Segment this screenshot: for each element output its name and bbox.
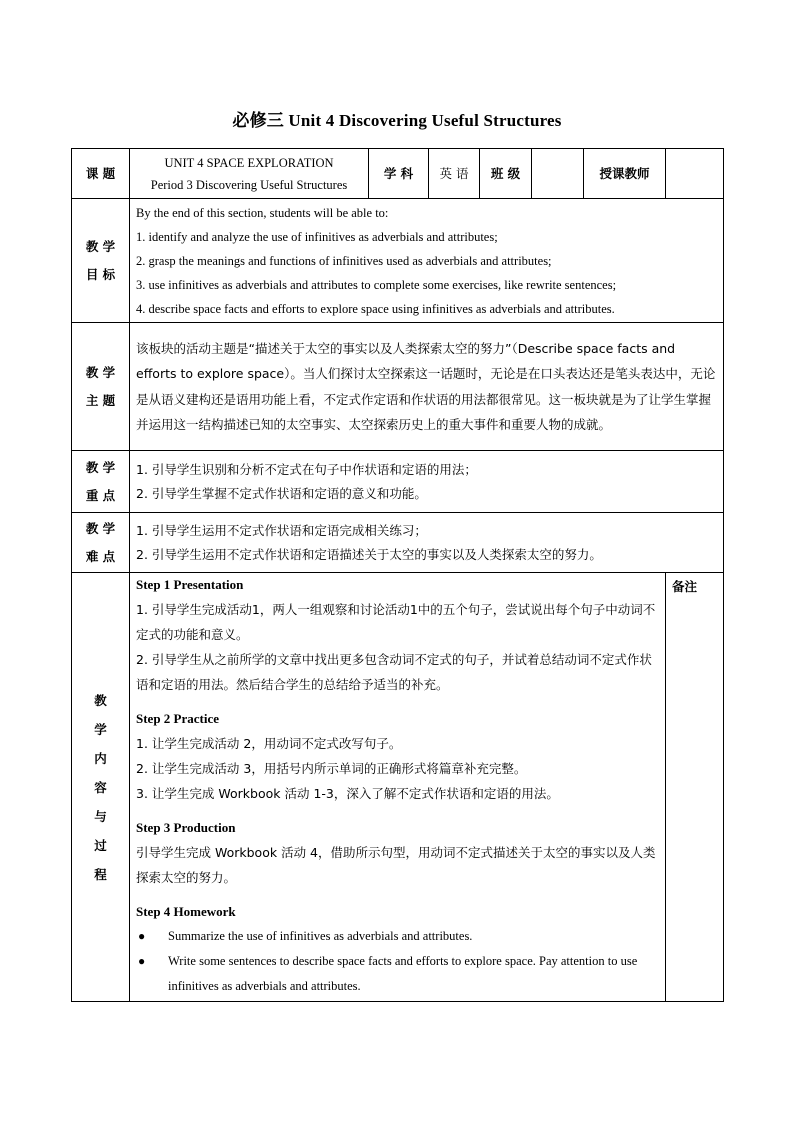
objectives-label-line-2: 目 标 [85, 266, 116, 282]
difficulties-label [72, 513, 130, 573]
theme-label-line-1: 教 学 [85, 364, 116, 380]
header-row [72, 149, 724, 199]
objectives-row [72, 199, 724, 323]
difficulties-label-line-2: 难 点 [85, 548, 116, 564]
theme-row [72, 323, 724, 451]
bullet-icon: ● [138, 929, 146, 943]
homework-item [136, 949, 659, 999]
key-points-content [130, 451, 724, 513]
process-row [72, 573, 724, 1002]
objectives-label-line-1: 教 学 [85, 238, 116, 254]
step-1-title: Step 1 Presentation [136, 577, 244, 592]
key-points-label [72, 451, 130, 513]
process-label-char: 程 [94, 866, 107, 882]
theme-label-line-2: 主 题 [85, 392, 116, 408]
key-point-item: 1. 引导学生识别和分析不定式在句子中作状语和定语的用法； [136, 461, 477, 477]
step-1-item: 2. 引导学生从之前所学的文章中找出更多包含动词不定式的句子，并试着总结动词不定式作状语和定语的用法。然后结合学生的总结给予适当的补充。 [136, 652, 652, 692]
process-label-char: 与 [94, 808, 107, 824]
step-3-title: Step 3 Production [136, 820, 236, 835]
process-label [72, 573, 130, 1002]
step-2-item: 3. 让学生完成 Workbook 活动 1-3，深入了解不定式作状语和定语的用法。 [136, 786, 559, 801]
difficulties-row [72, 513, 724, 573]
lesson-plan-table [71, 148, 724, 1002]
objective-item: 3. use infinitives as adverbials and attributes to complete some exercises, like rewrite sentences; [136, 277, 617, 292]
process-label-char: 容 [94, 779, 107, 795]
difficulties-label-line-1: 教 学 [85, 520, 116, 536]
step-4-title: Step 4 Homework [136, 904, 236, 919]
key-points-label-line-2: 重 点 [85, 487, 116, 503]
teacher-value [666, 149, 724, 199]
page-title: 必修三 Unit 4 Discovering Useful Structures [232, 111, 562, 130]
remark-label: 备注 [666, 573, 724, 1002]
bullet-icon: ● [138, 954, 146, 968]
topic-line-2: Period 3 Discovering Useful Structures [150, 177, 348, 192]
homework-item [136, 924, 659, 949]
difficulties-content [130, 513, 724, 573]
step-2-item: 1. 让学生完成活动 2，用动词不定式改写句子。 [136, 736, 402, 751]
step-2-item: 2. 让学生完成活动 3，用括号内所示单词的正确形式将篇章补充完整。 [136, 761, 527, 776]
key-points-row [72, 451, 724, 513]
objective-item: 2. grasp the meanings and functions of infinitives used as adverbials and attributes; [136, 253, 552, 268]
topic-line-1: UNIT 4 SPACE EXPLORATION [164, 155, 334, 170]
key-points-label-line-1: 教 学 [85, 459, 116, 475]
process-label-char: 过 [94, 837, 107, 853]
subject-label: 学 科 [369, 149, 429, 199]
topic-value [130, 149, 369, 199]
subject-value: 英 语 [429, 149, 480, 199]
objectives-content [130, 199, 724, 323]
objective-item: 1. identify and analyze the use of infinitives as adverbials and attributes; [136, 229, 498, 244]
class-value [532, 149, 584, 199]
objectives-intro: By the end of this section, students will be able to: [136, 205, 389, 220]
class-label: 班 级 [480, 149, 532, 199]
theme-content: 该板块的活动主题是“描述关于太空的事实以及人类探索太空的努力”（Describe space facts and efforts to explore space）。当人们探讨太空探索这一话题时，无论是在口头表达还是笔头表达中，无论是从语义建构还是语用功能上看，不定式作定语和作状语的用法都很常见。这一板块就是为了让学生掌握并运用这一结构描述已知的太空事实、太空探索历史上的重大事件和重要人物的成就。 [130, 323, 724, 451]
objective-item: 4. describe space facts and efforts to explore space using infinitives as adverbials and attributes. [136, 301, 615, 316]
teacher-label: 授课教师 [584, 149, 666, 199]
process-content [130, 573, 666, 1002]
homework-item-text: Write some sentences to describe space facts and efforts to explore space. Pay attention to use infinitives as adverbials and attributes. [168, 954, 638, 993]
step-3-text: 引导学生完成 Workbook 活动 4，借助所示句型，用动词不定式描述关于太空的事实以及人类探索太空的努力。 [136, 845, 656, 885]
process-label-char: 教 [94, 692, 107, 708]
key-point-item: 2. 引导学生掌握不定式作状语和定语的意义和功能。 [136, 485, 427, 501]
difficulty-item: 1. 引导学生运用不定式作状语和定语完成相关练习； [136, 522, 427, 538]
topic-label: 课 题 [72, 149, 130, 199]
process-label-char: 学 [94, 721, 107, 737]
step-2-title: Step 2 Practice [136, 711, 220, 726]
homework-item-text: Summarize the use of infinitives as adverbials and attributes. [168, 929, 473, 943]
difficulty-item: 2. 引导学生运用不定式作状语和定语描述关于太空的事实以及人类探索太空的努力。 [136, 546, 602, 562]
process-label-char: 内 [94, 750, 107, 766]
theme-label [72, 323, 130, 451]
step-1-item: 1. 引导学生完成活动1，两人一组观察和讨论活动1中的五个句子，尝试说出每个句子中动词不定式的功能和意义。 [136, 602, 656, 642]
objectives-label [72, 199, 130, 323]
